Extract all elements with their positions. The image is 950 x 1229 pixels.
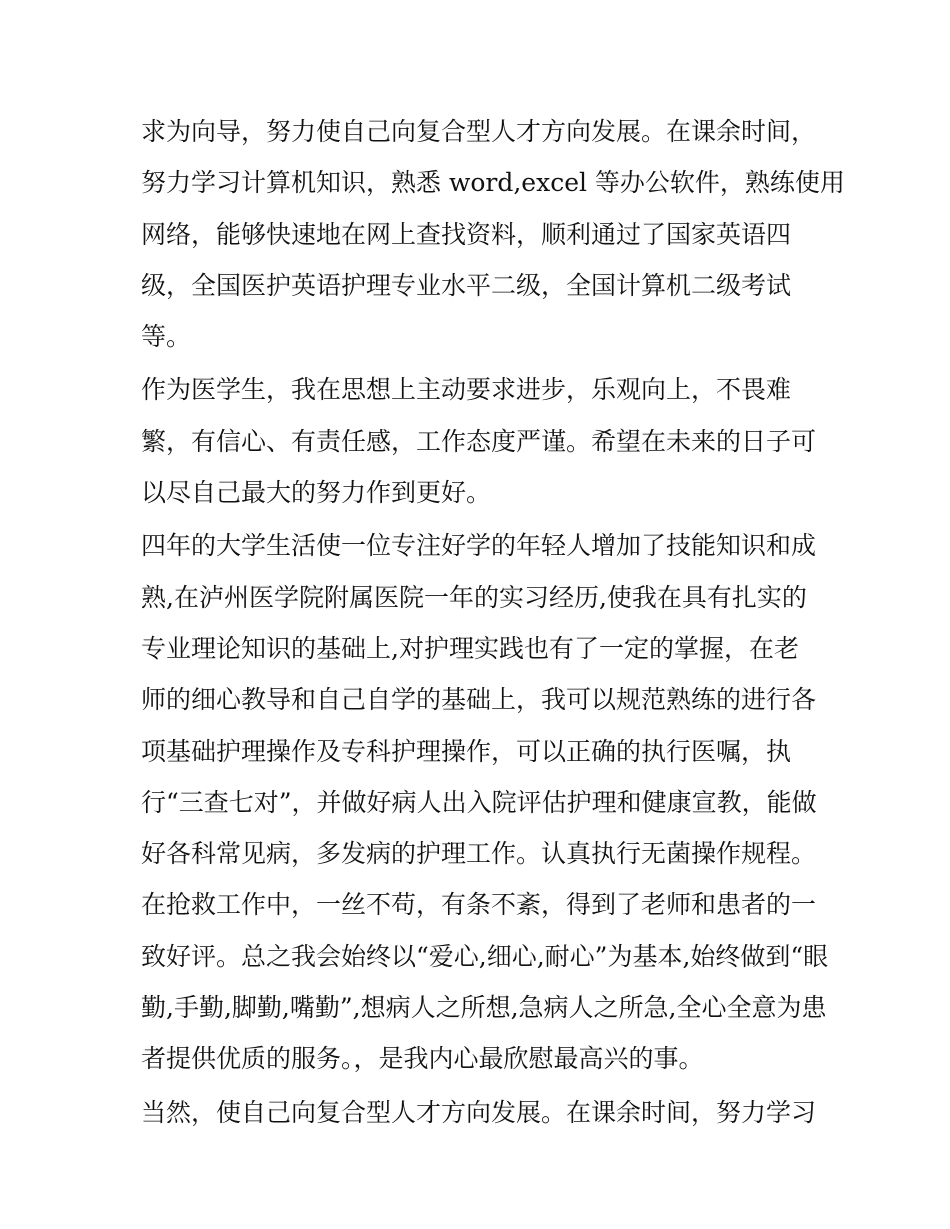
text-line: 繁，有信心、有责任感，工作态度严谨。希望在未来的日子可: [141, 426, 817, 456]
text-line: 师的细心教导和自己自学的基础上，我可以规范熟练的进行各: [141, 685, 817, 715]
text-line: 致好评。总之我会始终以“爱心,细心,耐心”为基本,始终做到“眼: [141, 941, 829, 971]
text-line: 努力学习计算机知识，熟悉 word,excel 等办公软件，熟练使用: [141, 168, 845, 198]
text-line: 在抢救工作中，一丝不苟，有条不紊，得到了老师和患者的一: [141, 890, 817, 920]
text-line: 当然，使自己向复合型人才方向发展。在课余时间，努力学习: [141, 1097, 817, 1127]
text-line: 专业理论知识的基础上,对护理实践也有了一定的掌握，在老: [141, 633, 799, 663]
text-line: 勤,手勤,脚勤,嘴勤”,想病人之所想,急病人之所急,全心全意为患: [141, 993, 827, 1023]
paragraph-2: [141, 364, 821, 518]
text-line: 好各科常见病，多发病的护理工作。认真执行无菌操作规程。: [141, 839, 817, 869]
text-line: 行“三查七对”，并做好病人出入院评估护理和健康宣教，能做: [141, 787, 817, 817]
text-line: 四年的大学生活使一位专注好学的年轻人增加了技能知识和成: [141, 531, 817, 561]
paragraph-1: [141, 106, 845, 362]
text-line: 者提供优质的服务。，是我内心最欣慰最高兴的事。: [141, 1044, 704, 1074]
paragraph-3: [141, 520, 829, 1084]
text-line: 项基础护理操作及专科护理操作，可以正确的执行医嘱，执: [141, 736, 792, 766]
text-line: 求为向导，努力使自己向复合型人才方向发展。在课余时间，: [141, 117, 817, 146]
text-line: 网络，能够快速地在网上查找资料，顺利通过了国家英语四: [141, 219, 792, 249]
text-line: 熟,在泸州医学院附属医院一年的实习经历,使我在具有扎实的: [141, 582, 807, 612]
document-body: [141, 106, 845, 1138]
text-line: 等。: [141, 322, 192, 352]
paragraph-4: [141, 1087, 821, 1138]
text-line: 以尽自己最大的努力作到更好。: [141, 478, 492, 508]
text-line: 级，全国医护英语护理专业水平二级，全国计算机二级考试: [141, 270, 792, 300]
text-line: 作为医学生，我在思想上主动要求进步，乐观向上，不畏难: [141, 375, 792, 405]
